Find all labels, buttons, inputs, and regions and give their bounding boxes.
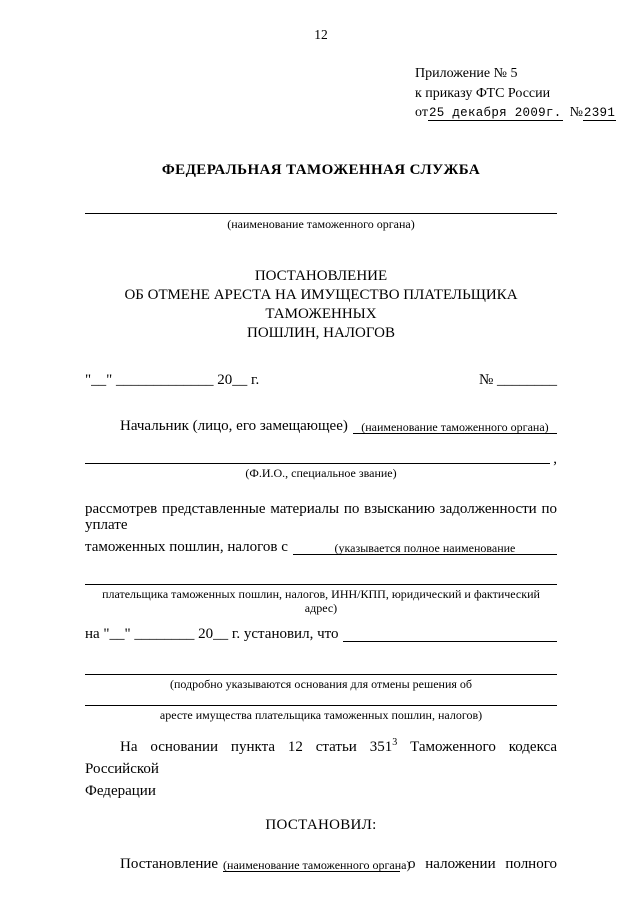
page-number: 12 (314, 27, 328, 42)
grounds-caption-2: аресте имущества плательщика таможенных пошлин, налогов) (159, 707, 483, 722)
payer-name-blank (293, 539, 557, 555)
legal-basis-paragraph (85, 736, 557, 802)
org-name-blank-line (85, 213, 557, 214)
appendix-block (415, 64, 616, 124)
appendix-line-3 (415, 103, 616, 124)
considered-row (85, 539, 557, 555)
paragraph-indent (85, 856, 120, 872)
established-row (85, 626, 557, 642)
decree-row (85, 856, 557, 872)
document-number-blank: № ________ (478, 371, 557, 388)
chief-label: Начальник (лицо, его замещающее) (120, 417, 348, 434)
article-superscript: 3 (392, 736, 398, 748)
order-date-value: 25 декабря 2009г. (428, 106, 562, 120)
chief-row (85, 418, 557, 434)
grounds-block-2 (85, 705, 557, 722)
payer-details-block (85, 584, 557, 615)
legal-basis-line-2: Федерации (85, 782, 156, 799)
paragraph-indent (85, 418, 120, 434)
fio-rule (85, 463, 550, 464)
document-title (85, 267, 557, 343)
established-label: на "__" ________ 20__ г. установил, что (85, 625, 339, 642)
fio-comma: , (553, 450, 557, 467)
established-blank (343, 626, 557, 642)
order-number-sign: № (569, 105, 583, 120)
fio-caption: (Ф.И.О., специальное звание) (245, 465, 397, 480)
grounds-caption-1: (подробно указываются основания для отмены решения об (169, 676, 473, 691)
document-title-line-1: ПОСТАНОВЛЕНИЕ (254, 267, 388, 284)
decree-org-blank (223, 856, 411, 872)
decree-tail-text: о наложении полного (408, 855, 557, 872)
service-title: ФЕДЕРАЛЬНАЯ ТАМОЖЕННАЯ СЛУЖБА (161, 161, 481, 178)
fio-block (85, 452, 557, 480)
resolution-heading: ПОСТАНОВИЛ: (265, 816, 377, 833)
order-from-prefix: от (415, 105, 428, 120)
order-number-value: 2391 (583, 106, 616, 120)
org-name-caption: (наименование таможенного органа) (227, 216, 415, 231)
payer-details-caption: плательщика таможенных пошлин, налогов, ИНН/КПП, юридический и фактический адрес) (102, 586, 540, 615)
full-name-caption: (указывается полное наименование (334, 540, 516, 555)
chief-org-caption: (наименование таможенного органа) (361, 419, 549, 434)
appendix-line-1: Приложение № 5 (415, 66, 518, 81)
grounds-rule-1 (85, 674, 557, 675)
considered-text-line-2: таможенных пошлин, налогов с (85, 538, 288, 555)
date-number-row (85, 372, 557, 388)
payer-details-rule (85, 584, 557, 585)
legal-basis-line-1 (85, 736, 557, 780)
date-blank: "__" _____________ 20__ г. (85, 371, 260, 388)
document-title-line-2: ОБ ОТМЕНЕ АРЕСТА НА ИМУЩЕСТВО ПЛАТЕЛЬЩИКА ТАМОЖЕННЫХ (124, 286, 518, 322)
fio-blank-line (85, 450, 557, 467)
grounds-block-1 (85, 674, 557, 691)
basis-text-before-sup: На основании пункта 12 статьи 351 (120, 738, 393, 755)
considered-text-line-1: рассмотрев представленные материалы по взысканию задолженности по уплате (85, 500, 557, 533)
decree-org-caption: (наименование таможенного органа) (223, 857, 411, 872)
decree-label: Постановление (120, 855, 219, 872)
chief-org-blank (353, 418, 557, 434)
document-title-line-3: ПОШЛИН, НАЛОГОВ (247, 324, 395, 341)
grounds-rule-2 (85, 705, 557, 706)
basis-text-after-sup: Таможенного кодекса Российской (85, 738, 557, 777)
appendix-line-2: к приказу ФТС России (415, 85, 551, 101)
